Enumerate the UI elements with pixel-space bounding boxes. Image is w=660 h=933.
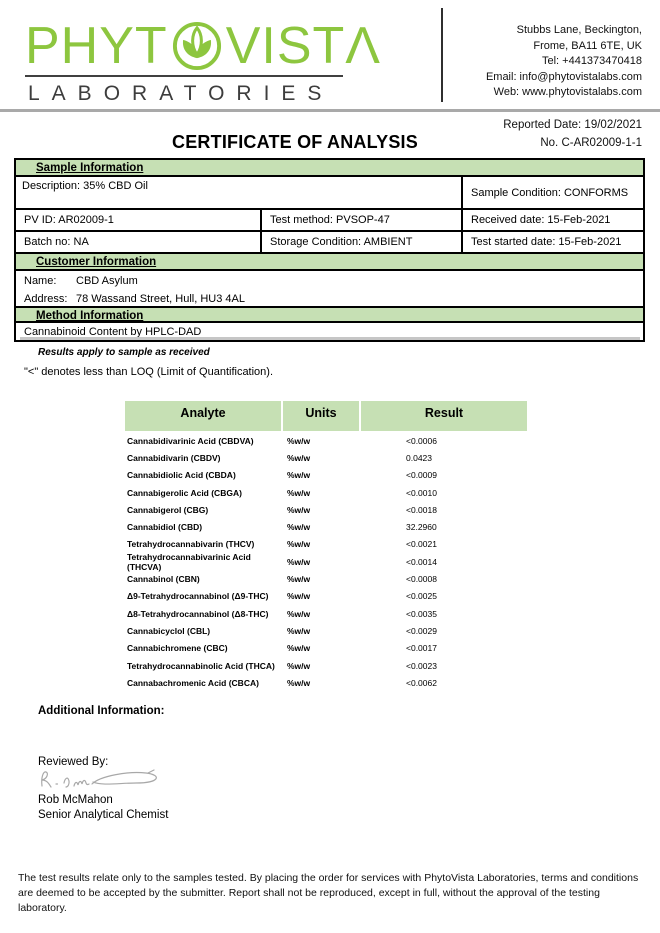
analyte-units: %w/w	[287, 487, 311, 498]
sample-row-1	[16, 210, 643, 232]
analyte-units: %w/w	[287, 470, 311, 481]
analyte-result: <0.0008	[406, 574, 437, 585]
additional-information-label: Additional Information:	[38, 705, 165, 717]
analyte-name: Cannabinol (CBN)	[127, 574, 200, 585]
sample-description-row	[16, 177, 643, 210]
customer-address-label: Address:	[24, 292, 68, 305]
column-header-analyte: Analyte	[125, 401, 281, 431]
analyte-units: %w/w	[287, 452, 311, 463]
contact-email[interactable]: Email: info@phytovistalabs.com	[485, 70, 642, 83]
analyte-result: 32.2960	[406, 522, 437, 533]
reviewer-name: Rob McMahon	[38, 794, 113, 806]
received-date: Received date: 15-Feb-2021	[471, 214, 611, 226]
analyte-result: <0.0035	[406, 608, 437, 619]
analyte-name: Cannabicyclol (CBL)	[127, 625, 211, 636]
note-results-apply: Results apply to sample as received	[38, 347, 210, 358]
result-row	[125, 536, 527, 553]
reported-date: Reported Date: 19/02/2021	[503, 119, 642, 131]
result-row	[125, 657, 527, 674]
analyte-name: Cannabigerolic Acid (CBGA)	[127, 487, 242, 498]
analyte-units: %w/w	[287, 608, 311, 619]
analyte-name: Cannabigerol (CBG)	[127, 504, 209, 515]
analyte-units: %w/w	[287, 643, 311, 654]
analyte-result: <0.0014	[406, 556, 437, 567]
info-table	[14, 158, 645, 342]
results-table-header	[125, 401, 527, 431]
analyte-units: %w/w	[287, 556, 311, 567]
column-header-units: Units	[283, 401, 359, 431]
analyte-units: %w/w	[287, 522, 311, 533]
result-row	[125, 432, 527, 449]
result-row	[125, 605, 527, 622]
logo-wordmark	[25, 18, 381, 74]
test-started-date: Test started date: 15-Feb-2021	[471, 236, 622, 248]
analyte-name: Cannabichromene (CBC)	[127, 643, 228, 654]
analyte-units: %w/w	[287, 677, 311, 688]
batch-no: Batch no: NA	[16, 232, 262, 252]
method-description: Cannabinoid Content by HPLC-DAD	[24, 325, 202, 338]
contact-address-line1: Stubbs Lane, Beckington,	[516, 24, 642, 36]
contact-website[interactable]: Web: www.phytovistalabs.com	[493, 86, 642, 98]
result-row	[125, 570, 527, 587]
analyte-result: <0.0006	[406, 435, 437, 446]
phytovista-logo	[25, 18, 381, 106]
reviewer-title: Senior Analytical Chemist	[38, 809, 169, 821]
analyte-name: Δ9-Tetrahydrocannabinol (Δ9-THC)	[127, 591, 269, 602]
analyte-name: Δ8-Tetrahydrocannabinol (Δ8-THC)	[127, 608, 269, 619]
test-method: Test method: PVSOP-47	[262, 210, 463, 230]
customer-name-row	[16, 271, 643, 291]
lab-contact-info	[486, 23, 642, 101]
logo-subtitle: LABORATORIES	[28, 82, 334, 105]
sample-row-2	[16, 232, 643, 254]
analyte-result: <0.0010	[406, 487, 437, 498]
sample-condition: Sample Condition: CONFORMS	[471, 186, 629, 199]
sample-description: Description: 35% CBD Oil	[16, 177, 463, 208]
pv-id: PV ID: AR02009-1	[16, 210, 262, 230]
analyte-units: %w/w	[287, 625, 311, 636]
note-loq: "<" denotes less than LOQ (Limit of Quantification).	[24, 366, 274, 378]
result-row	[125, 467, 527, 484]
result-row	[125, 449, 527, 466]
section-divider-rule	[20, 337, 640, 340]
analyte-name: Cannabidiolic Acid (CBDA)	[127, 470, 236, 481]
contact-address-line2: Frome, BA11 6TE, UK	[533, 39, 642, 52]
analyte-result: 0.0423	[406, 452, 432, 463]
customer-name-value: CBD Asylum	[76, 275, 138, 287]
analyte-result: <0.0021	[406, 539, 437, 550]
storage-condition: Storage Condition: AMBIENT	[262, 232, 463, 252]
analyte-units: %w/w	[287, 504, 311, 515]
analyte-result: <0.0023	[406, 660, 437, 671]
analyte-result: <0.0029	[406, 625, 437, 636]
logo-text-right: VISTΛ	[225, 17, 381, 75]
result-row	[125, 640, 527, 657]
section-header-method-information: Method Information	[16, 306, 643, 323]
result-row	[125, 501, 527, 518]
page-title: CERTIFICATE OF ANALYSIS	[172, 132, 418, 152]
header-vertical-divider	[441, 8, 443, 102]
analyte-units: %w/w	[287, 574, 311, 585]
logo-divider	[25, 75, 343, 77]
analyte-result: <0.0009	[406, 470, 437, 481]
result-row	[125, 553, 527, 570]
customer-address-value: 78 Wassand Street, Hull, HU3 4AL	[76, 292, 245, 305]
result-row	[125, 674, 527, 691]
result-row	[125, 588, 527, 605]
analyte-units: %w/w	[287, 435, 311, 446]
column-header-result: Result	[361, 401, 527, 431]
analyte-result: <0.0025	[406, 591, 437, 602]
results-table-body	[125, 432, 527, 691]
customer-address-row	[16, 291, 643, 306]
disclaimer-text: The test results relate only to the samples tested. By placing the order for services with PhytoVista Laboratories, terms and conditions are deemed to be accepted by the submitter. Report shall not be reproduced, except in full, without the approval of the testing laboratory.	[18, 872, 639, 915]
analyte-result: <0.0017	[406, 643, 437, 654]
analyte-units: %w/w	[287, 591, 311, 602]
customer-name-label: Name:	[24, 275, 57, 287]
analyte-name: Tetrahydrocannabivarin (THCV)	[127, 539, 255, 550]
leaf-icon	[171, 20, 223, 72]
logo-text-left: PHYT	[25, 17, 168, 75]
certificate-number: No. C-AR02009-1-1	[540, 137, 642, 149]
analyte-name: Cannabachromenic Acid (CBCA)	[127, 677, 259, 688]
analyte-name: Tetrahydrocannabinolic Acid (THCA)	[127, 660, 275, 671]
section-header-customer-information: Customer Information	[16, 254, 643, 271]
reviewed-by-label: Reviewed By:	[38, 756, 109, 768]
analyte-name: Cannabidivarinic Acid (CBDVA)	[127, 435, 254, 446]
analyte-name: Cannabidivarin (CBDV)	[127, 452, 221, 463]
result-row	[125, 484, 527, 501]
analyte-name: Tetrahydrocannabivarinic Acid (THCVA)	[127, 551, 251, 572]
analyte-name: Cannabidiol (CBD)	[127, 522, 203, 533]
analyte-result: <0.0018	[406, 504, 437, 515]
analyte-result: <0.0062	[406, 677, 437, 688]
result-row	[125, 518, 527, 535]
result-row	[125, 622, 527, 639]
contact-telephone: Tel: +441373470418	[541, 55, 642, 67]
results-table	[125, 401, 527, 691]
analyte-units: %w/w	[287, 660, 311, 671]
analyte-units: %w/w	[287, 539, 311, 550]
header-rule	[0, 109, 660, 112]
section-header-sample-information: Sample Information	[16, 160, 643, 177]
